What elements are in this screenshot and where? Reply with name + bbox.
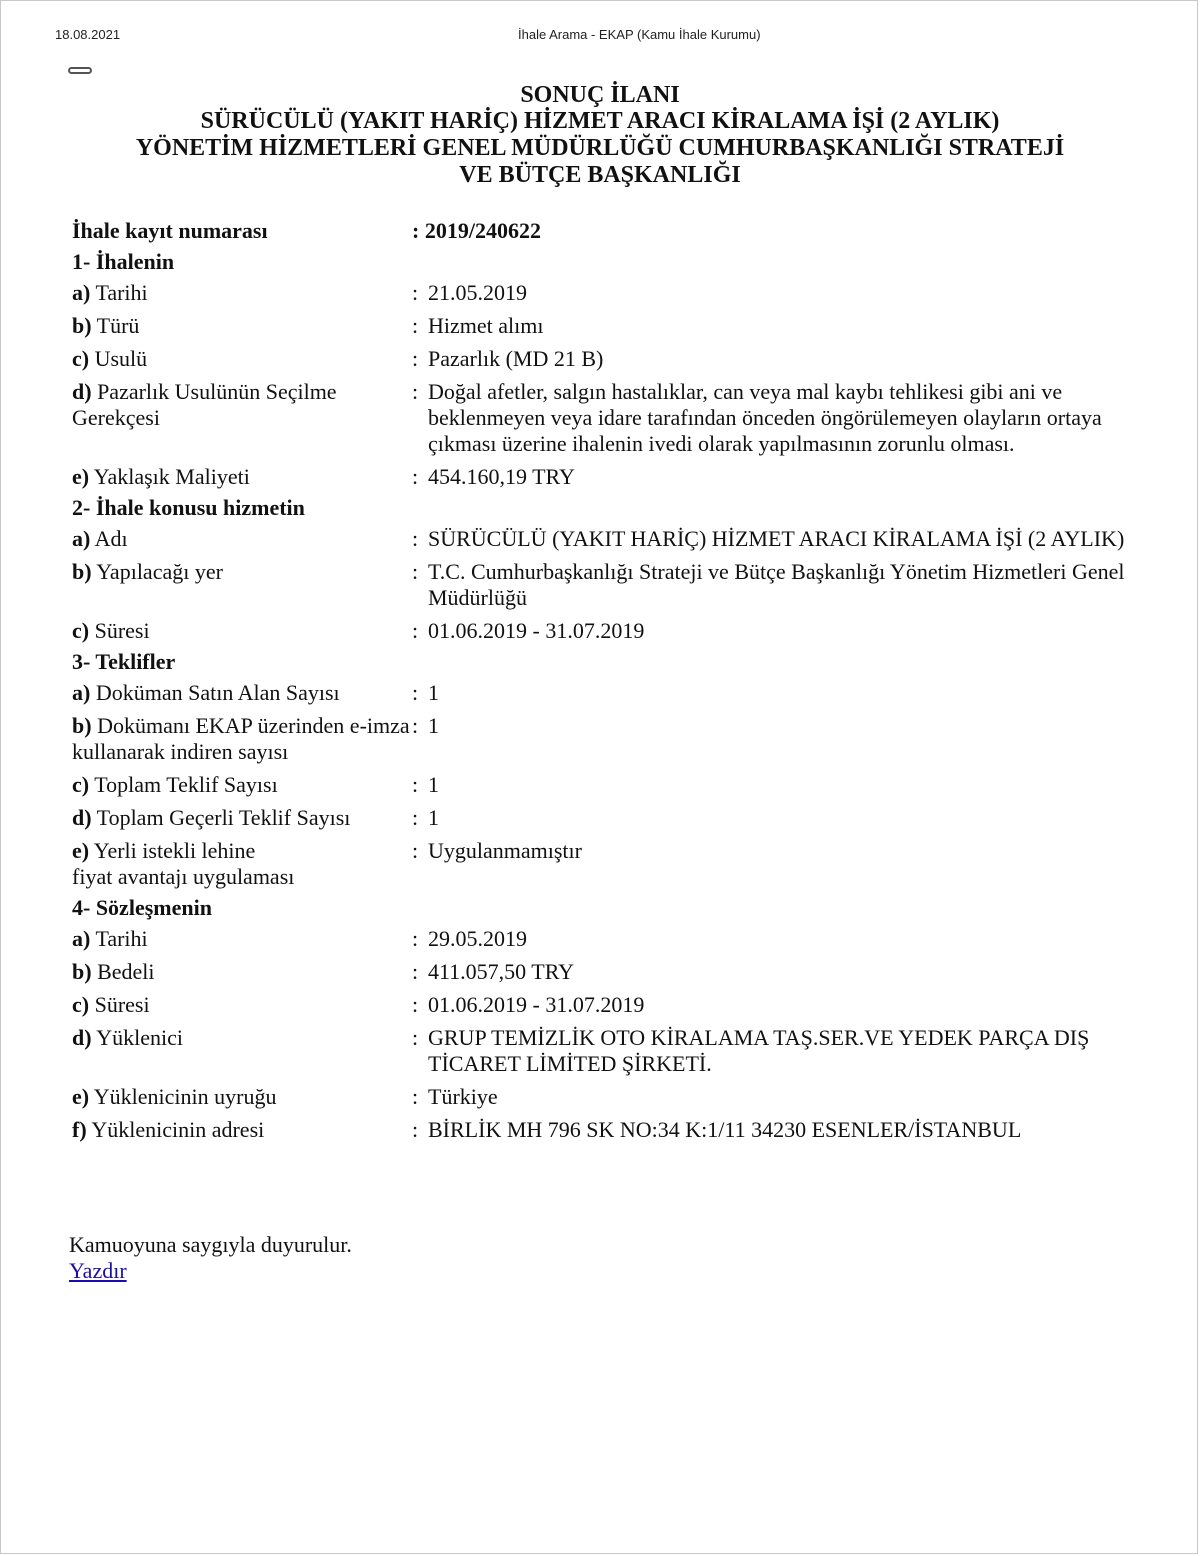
- details-table: [72, 215, 1132, 1147]
- service-name-row: [72, 523, 1132, 556]
- colon: :: [412, 992, 419, 1017]
- service-location-value: T.C. Cumhurbaşkanlığı Strateji ve Bütçe Başkanlığı Yönetim Hizmetleri Genel Müdürlüğü: [428, 559, 1125, 610]
- item-label: Usulü: [94, 346, 148, 371]
- print-page-title: İhale Arama - EKAP (Kamu İhale Kurumu): [518, 27, 761, 42]
- colon: :: [412, 838, 419, 863]
- item-letter: d): [72, 379, 92, 404]
- contract-amount-row: [72, 956, 1132, 989]
- item-letter: d): [72, 805, 92, 830]
- item-label: Yerli istekli lehine: [93, 838, 256, 863]
- service-duration-row: [72, 615, 1132, 648]
- colon: :: [412, 1084, 419, 1109]
- colon: :: [412, 464, 419, 489]
- item-letter: a): [72, 526, 91, 551]
- colon: :: [412, 618, 419, 643]
- print-date: 18.08.2021: [55, 27, 121, 42]
- colon: :: [412, 526, 419, 551]
- section-3-title: 3- Teklifler: [72, 649, 176, 674]
- colon: :: [412, 959, 419, 984]
- announcement-heading: [60, 82, 1140, 189]
- section-2-title: 2- İhale konusu hizmetin: [72, 495, 305, 520]
- item-letter: e): [72, 464, 90, 489]
- item-label: Yüklenicinin uyruğu: [93, 1084, 277, 1109]
- registration-label: İhale kayıt numarası: [72, 218, 268, 243]
- item-label: Yapılacağı yer: [96, 559, 223, 584]
- item-label: Bedeli: [97, 959, 155, 984]
- colon: :: [412, 805, 419, 830]
- item-label: Süresi: [94, 992, 150, 1017]
- ekap-downloads-value: 1: [428, 713, 439, 738]
- heading-line-2: SÜRÜCÜLÜ (YAKIT HARİÇ) HİZMET ARACI KİRALAMA İŞİ (2 AYLIK): [200, 108, 1000, 134]
- item-letter: c): [72, 772, 90, 797]
- registration-value: : 2019/240622: [412, 218, 541, 243]
- ekap-downloads-row: [72, 710, 1132, 769]
- item-label: Pazarlık Usulünün Seçilme Gerekçesi: [72, 379, 337, 430]
- item-letter: a): [72, 280, 91, 305]
- item-letter: c): [72, 346, 90, 371]
- document-buyers-row: [72, 677, 1132, 710]
- valid-bids-value: 1: [428, 805, 439, 830]
- service-name-value: SÜRÜCÜLÜ (YAKIT HARİÇ) HİZMET ARACI KİRALAMA İŞİ (2 AYLIK): [428, 526, 1125, 551]
- total-bids-row: [72, 769, 1132, 802]
- colon: :: [412, 1117, 419, 1142]
- contractor-row: [72, 1022, 1132, 1081]
- colon: :: [412, 559, 419, 584]
- section-3-header: [72, 648, 1132, 677]
- valid-bids-row: [72, 802, 1132, 835]
- total-bids-value: 1: [428, 772, 439, 797]
- item-label: Yüklenicinin adresi: [91, 1117, 265, 1142]
- negotiation-reason-row: [72, 376, 1132, 461]
- heading-line-1: SONUÇ İLANI: [520, 82, 680, 108]
- colon: :: [412, 1025, 419, 1050]
- domestic-advantage-value: Uygulanmamıştır: [428, 838, 582, 863]
- section-4-title: 4- Sözleşmenin: [72, 895, 212, 920]
- contractor-address-value: BİRLİK MH 796 SK NO:34 K:1/11 34230 ESENLER/İSTANBUL: [428, 1117, 1022, 1142]
- item-letter: b): [72, 313, 92, 338]
- item-letter: b): [72, 959, 92, 984]
- item-letter: a): [72, 926, 91, 951]
- item-label: Dokümanı EKAP üzerinden e-imza kullanarak indiren sayısı: [72, 713, 410, 764]
- print-link[interactable]: Yazdır: [69, 1258, 127, 1283]
- tender-date-value: 21.05.2019: [428, 280, 527, 305]
- contract-date-value: 29.05.2019: [428, 926, 527, 951]
- item-label: Adı: [94, 526, 128, 551]
- domestic-advantage-row: [72, 835, 1132, 894]
- tender-method-row: [72, 343, 1132, 376]
- contract-date-row: [72, 923, 1132, 956]
- colon: :: [412, 346, 419, 371]
- contract-duration-row: [72, 989, 1132, 1022]
- item-letter: d): [72, 1025, 92, 1050]
- registration-row: [72, 215, 1132, 248]
- colon: :: [412, 713, 419, 738]
- colon: :: [412, 772, 419, 797]
- item-label: Süresi: [94, 618, 150, 643]
- section-4-header: [72, 894, 1132, 923]
- item-label: Yüklenici: [96, 1025, 184, 1050]
- item-letter: c): [72, 618, 90, 643]
- contractor-address-row: [72, 1114, 1132, 1147]
- colon: :: [412, 379, 419, 404]
- negotiation-reason-value: Doğal afetler, salgın hastalıklar, can veya mal kaybı tehlikesi gibi ani ve beklenmeyen veya idare tarafından önceden öngörülemeyen olayların ortaya çıkması üzerine ihalenin ivedi olarak yapılmasının zorunlu olması.: [428, 379, 1102, 456]
- contractor-nationality-value: Türkiye: [428, 1084, 498, 1109]
- heading-line-3: YÖNETİM HİZMETLERİ GENEL MÜDÜRLÜĞÜ CUMHURBAŞKANLIĞI STRATEJİ VE BÜTÇE BAŞKANLIĞI: [135, 135, 1065, 188]
- item-label: Yaklaşık Maliyeti: [93, 464, 250, 489]
- contract-duration-value: 01.06.2019 - 31.07.2019: [428, 992, 645, 1017]
- item-label: Türü: [96, 313, 140, 338]
- colon: :: [412, 313, 419, 338]
- tender-date-row: [72, 277, 1132, 310]
- section-2-header: [72, 494, 1132, 523]
- item-letter: f): [72, 1117, 87, 1142]
- colon: :: [412, 926, 419, 951]
- tender-type-value: Hizmet alımı: [428, 313, 544, 338]
- colon: :: [412, 680, 419, 705]
- footer: [69, 1232, 352, 1284]
- tender-method-value: Pazarlık (MD 21 B): [428, 346, 604, 371]
- estimated-cost-row: [72, 461, 1132, 494]
- contractor-value: GRUP TEMİZLİK OTO KİRALAMA TAŞ.SER.VE YEDEK PARÇA DIŞ TİCARET LİMİTED ŞİRKETİ.: [428, 1025, 1090, 1076]
- item-letter: e): [72, 838, 90, 863]
- tender-type-row: [72, 310, 1132, 343]
- section-1-header: [72, 248, 1132, 277]
- service-duration-value: 01.06.2019 - 31.07.2019: [428, 618, 645, 643]
- item-label: Toplam Geçerli Teklif Sayısı: [96, 805, 351, 830]
- colon: :: [412, 280, 419, 305]
- toggle-icon[interactable]: [68, 67, 92, 74]
- item-label: Toplam Teklif Sayısı: [94, 772, 278, 797]
- item-letter: a): [72, 680, 91, 705]
- section-1-title: 1- İhalenin: [72, 249, 175, 274]
- item-label: Doküman Satın Alan Sayısı: [95, 680, 340, 705]
- item-label: Tarihi: [95, 280, 148, 305]
- item-label-line-2: fiyat avantajı uygulaması: [72, 864, 295, 889]
- item-letter: c): [72, 992, 90, 1017]
- service-location-row: [72, 556, 1132, 615]
- announcement-closing: Kamuoyuna saygıyla duyurulur.: [69, 1232, 352, 1257]
- item-letter: e): [72, 1084, 90, 1109]
- contract-amount-value: 411.057,50 TRY: [428, 959, 575, 984]
- document-buyers-value: 1: [428, 680, 439, 705]
- item-letter: b): [72, 713, 92, 738]
- item-letter: b): [72, 559, 92, 584]
- contractor-nationality-row: [72, 1081, 1132, 1114]
- estimated-cost-value: 454.160,19 TRY: [428, 464, 575, 489]
- item-label: Tarihi: [95, 926, 148, 951]
